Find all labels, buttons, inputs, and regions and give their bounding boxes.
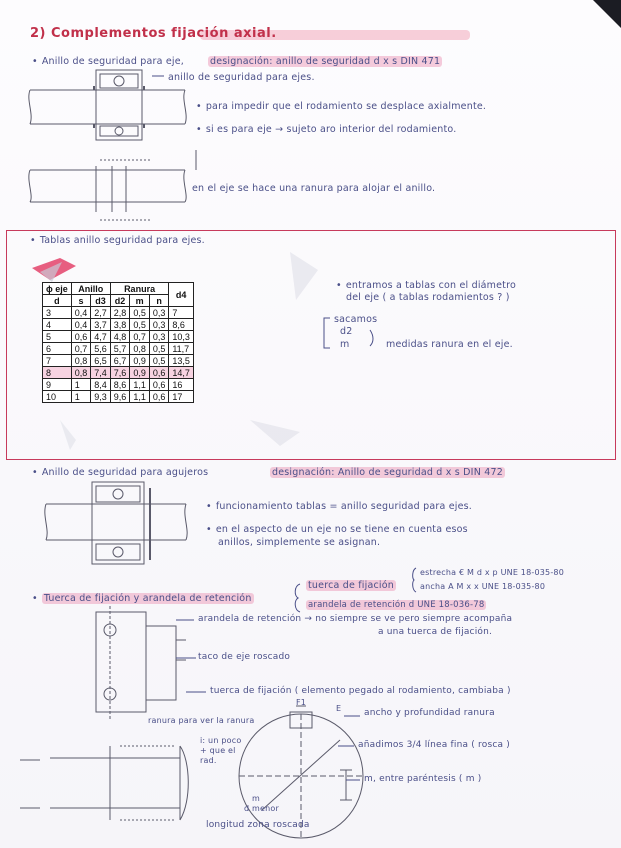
list-item-m: m (340, 339, 350, 350)
label-ancho: ancho y profundidad ranura (364, 708, 495, 718)
table-row (43, 367, 194, 379)
col-anillo: Anillo (71, 283, 110, 295)
table-cell: 8,4 (91, 379, 111, 391)
sub-n: n (149, 295, 169, 307)
shaft-groove (30, 170, 185, 202)
table-cell: 3,7 (91, 319, 111, 331)
table-cell: 0,3 (149, 319, 169, 331)
table-cell: 0,7 (71, 343, 91, 355)
table-row (43, 343, 194, 355)
section1-heading: • Anillo de seguridad para eje, (32, 56, 184, 67)
table-cell: 0,8 (130, 343, 150, 355)
table-cell: 7,6 (110, 367, 130, 379)
table-cell: 0,9 (130, 367, 150, 379)
table-cell: 1,1 (130, 379, 150, 391)
table-cell: 5,7 (110, 343, 130, 355)
label-arandela2: a una tuerca de fijación. (378, 627, 493, 637)
table-cell: 0,4 (71, 307, 91, 319)
list-note: medidas ranura en el eje. (386, 339, 513, 350)
table-cell: 6,5 (91, 355, 111, 367)
sub-d2: d2 (110, 295, 130, 307)
section2-heading: • Tablas anillo seguridad para ejes. (30, 235, 205, 246)
table-cell: 10 (43, 391, 72, 403)
table-row (43, 307, 194, 319)
label-poco3: rad. (200, 756, 217, 765)
table-cell: 7 (169, 307, 194, 319)
section1-designation: designación: anillo de seguridad d x s DIN 471 (210, 56, 441, 67)
col-eje: ϕ eje (43, 283, 72, 295)
section3-note2a: • en el aspecto de un eje no se tiene en cuenta esos (206, 524, 468, 535)
bearing-outline-1 (96, 70, 142, 140)
table-cell: 4 (43, 319, 72, 331)
section3-note2b: anillos, simplemente se asignan. (218, 537, 381, 548)
table-cell: 0,8 (71, 367, 91, 379)
label-menor: d menor (244, 804, 279, 813)
table-cell: 0,5 (149, 355, 169, 367)
sub-d: d (43, 295, 72, 307)
section3-note1: • funcionamiento tablas = anillo seguridad para ejes. (206, 501, 472, 512)
table-row (43, 391, 194, 403)
table-cell: 0,3 (149, 331, 169, 343)
section2-side1: • entramos a tablas con el diámetro (336, 280, 516, 291)
table-cell: 1,1 (130, 391, 150, 403)
table-cell: 7 (43, 355, 72, 367)
brace-tuerca: tuerca de fijación (308, 580, 394, 591)
section2-side2: del eje ( a tablas rodamientos ? ) (346, 292, 510, 303)
label-tuerca: tuerca de fijación ( elemento pegado al rodamiento, cambiaba ) (210, 686, 511, 696)
sub-d3: d3 (91, 295, 111, 307)
table-cell: 6 (43, 343, 72, 355)
label-ranura: ranura para ver la ranura (148, 716, 255, 725)
table-cell: 9,6 (110, 391, 130, 403)
label-poco: i: un poco (200, 736, 242, 745)
table-cell: 8 (43, 367, 72, 379)
table-cell: 2,8 (110, 307, 130, 319)
table-cell: 9,3 (91, 391, 111, 403)
page-title: 2) Complementos fijación axial. (30, 26, 277, 41)
table-cell: 17 (169, 391, 194, 403)
table-cell: 10,3 (169, 331, 194, 343)
table-cell: 1 (71, 391, 91, 403)
col-ranura: Ranura (110, 283, 169, 295)
shaft-lines-1 (30, 90, 185, 124)
table-cell: 6,7 (110, 355, 130, 367)
table-row (43, 379, 194, 391)
table-cell: 1 (71, 379, 91, 391)
section4-heading: • Tuerca de fijación y arandela de retención (32, 593, 254, 604)
table-cell: 7,4 (91, 367, 111, 379)
table-row (43, 319, 194, 331)
table-cell: 0,6 (149, 391, 169, 403)
sub-m: m (130, 295, 150, 307)
table-cell: 0,4 (71, 319, 91, 331)
sub-s: s (71, 295, 91, 307)
col-d4: d4 (169, 283, 194, 307)
table-row (43, 355, 194, 367)
brace-arandela: arandela de retención d UNE 18-036-78 (308, 600, 485, 610)
section1-note1: • para impedir que el rodamiento se desplace axialmente. (196, 101, 486, 112)
dim-m: m (252, 794, 260, 803)
list-item-sacamos: sacamos (334, 314, 378, 325)
table-cell: 0,3 (149, 307, 169, 319)
label-long: longitud zona roscada (206, 820, 310, 830)
section1-note2: • si es para eje → sujeto aro interior del rodamiento. (196, 124, 456, 135)
table-cell: 3 (43, 307, 72, 319)
table-cell: 2,7 (91, 307, 111, 319)
table-cell: 11,7 (169, 343, 194, 355)
dim-e: E (336, 704, 342, 713)
table-cell: 0,6 (71, 331, 91, 343)
table-cell: 0,5 (130, 307, 150, 319)
table-cell: 4,8 (110, 331, 130, 343)
label-arandela: arandela de retención → no siempre se ve pero siempre acompaña (198, 614, 513, 624)
table-cell: 16 (169, 379, 194, 391)
table-cell: 5,6 (91, 343, 111, 355)
label-poco2: + que el (200, 746, 236, 755)
brace-estrecha: estrecha € M d x p UNE 18-035-80 (420, 568, 565, 577)
section1-label-anillo: anillo de seguridad para ejes. (168, 72, 315, 83)
table-cell: 0,7 (130, 331, 150, 343)
section3-heading: • Anillo de seguridad para agujeros (32, 467, 208, 478)
table-cell: 13,5 (169, 355, 194, 367)
list-item-d2: d2 (340, 326, 353, 337)
table-row (43, 331, 194, 343)
table-cell: 4,7 (91, 331, 111, 343)
section3-designation: designación: Anillo de seguridad d x s DIN 472 (272, 467, 503, 478)
table-cell: 8,6 (110, 379, 130, 391)
table-cell: 0,5 (130, 319, 150, 331)
table-cell: 0,5 (149, 343, 169, 355)
label-anadimos: añadimos 3/4 línea fina ( rosca ) (358, 740, 510, 750)
section1-note3: en el eje se hace una ranura para alojar el anillo. (192, 183, 436, 194)
brace-ancha: ancha A M x x UNE 18-035-80 (420, 582, 546, 591)
table-cell: 3,8 (110, 319, 130, 331)
label-m: m, entre paréntesis ( m ) (364, 774, 482, 784)
table-cell: 0,8 (71, 355, 91, 367)
table-cell: 5 (43, 331, 72, 343)
table-cell: 9 (43, 379, 72, 391)
table-cell: 8,6 (169, 319, 194, 331)
table-cell: 0,9 (130, 355, 150, 367)
label-taco: taco de eje roscado (198, 652, 291, 662)
table-cell: 14,7 (169, 367, 194, 379)
table-cell: 0,6 (149, 379, 169, 391)
table-cell: 0,6 (149, 367, 169, 379)
dim-f1: F1 (296, 698, 307, 707)
ring-table (42, 282, 194, 403)
